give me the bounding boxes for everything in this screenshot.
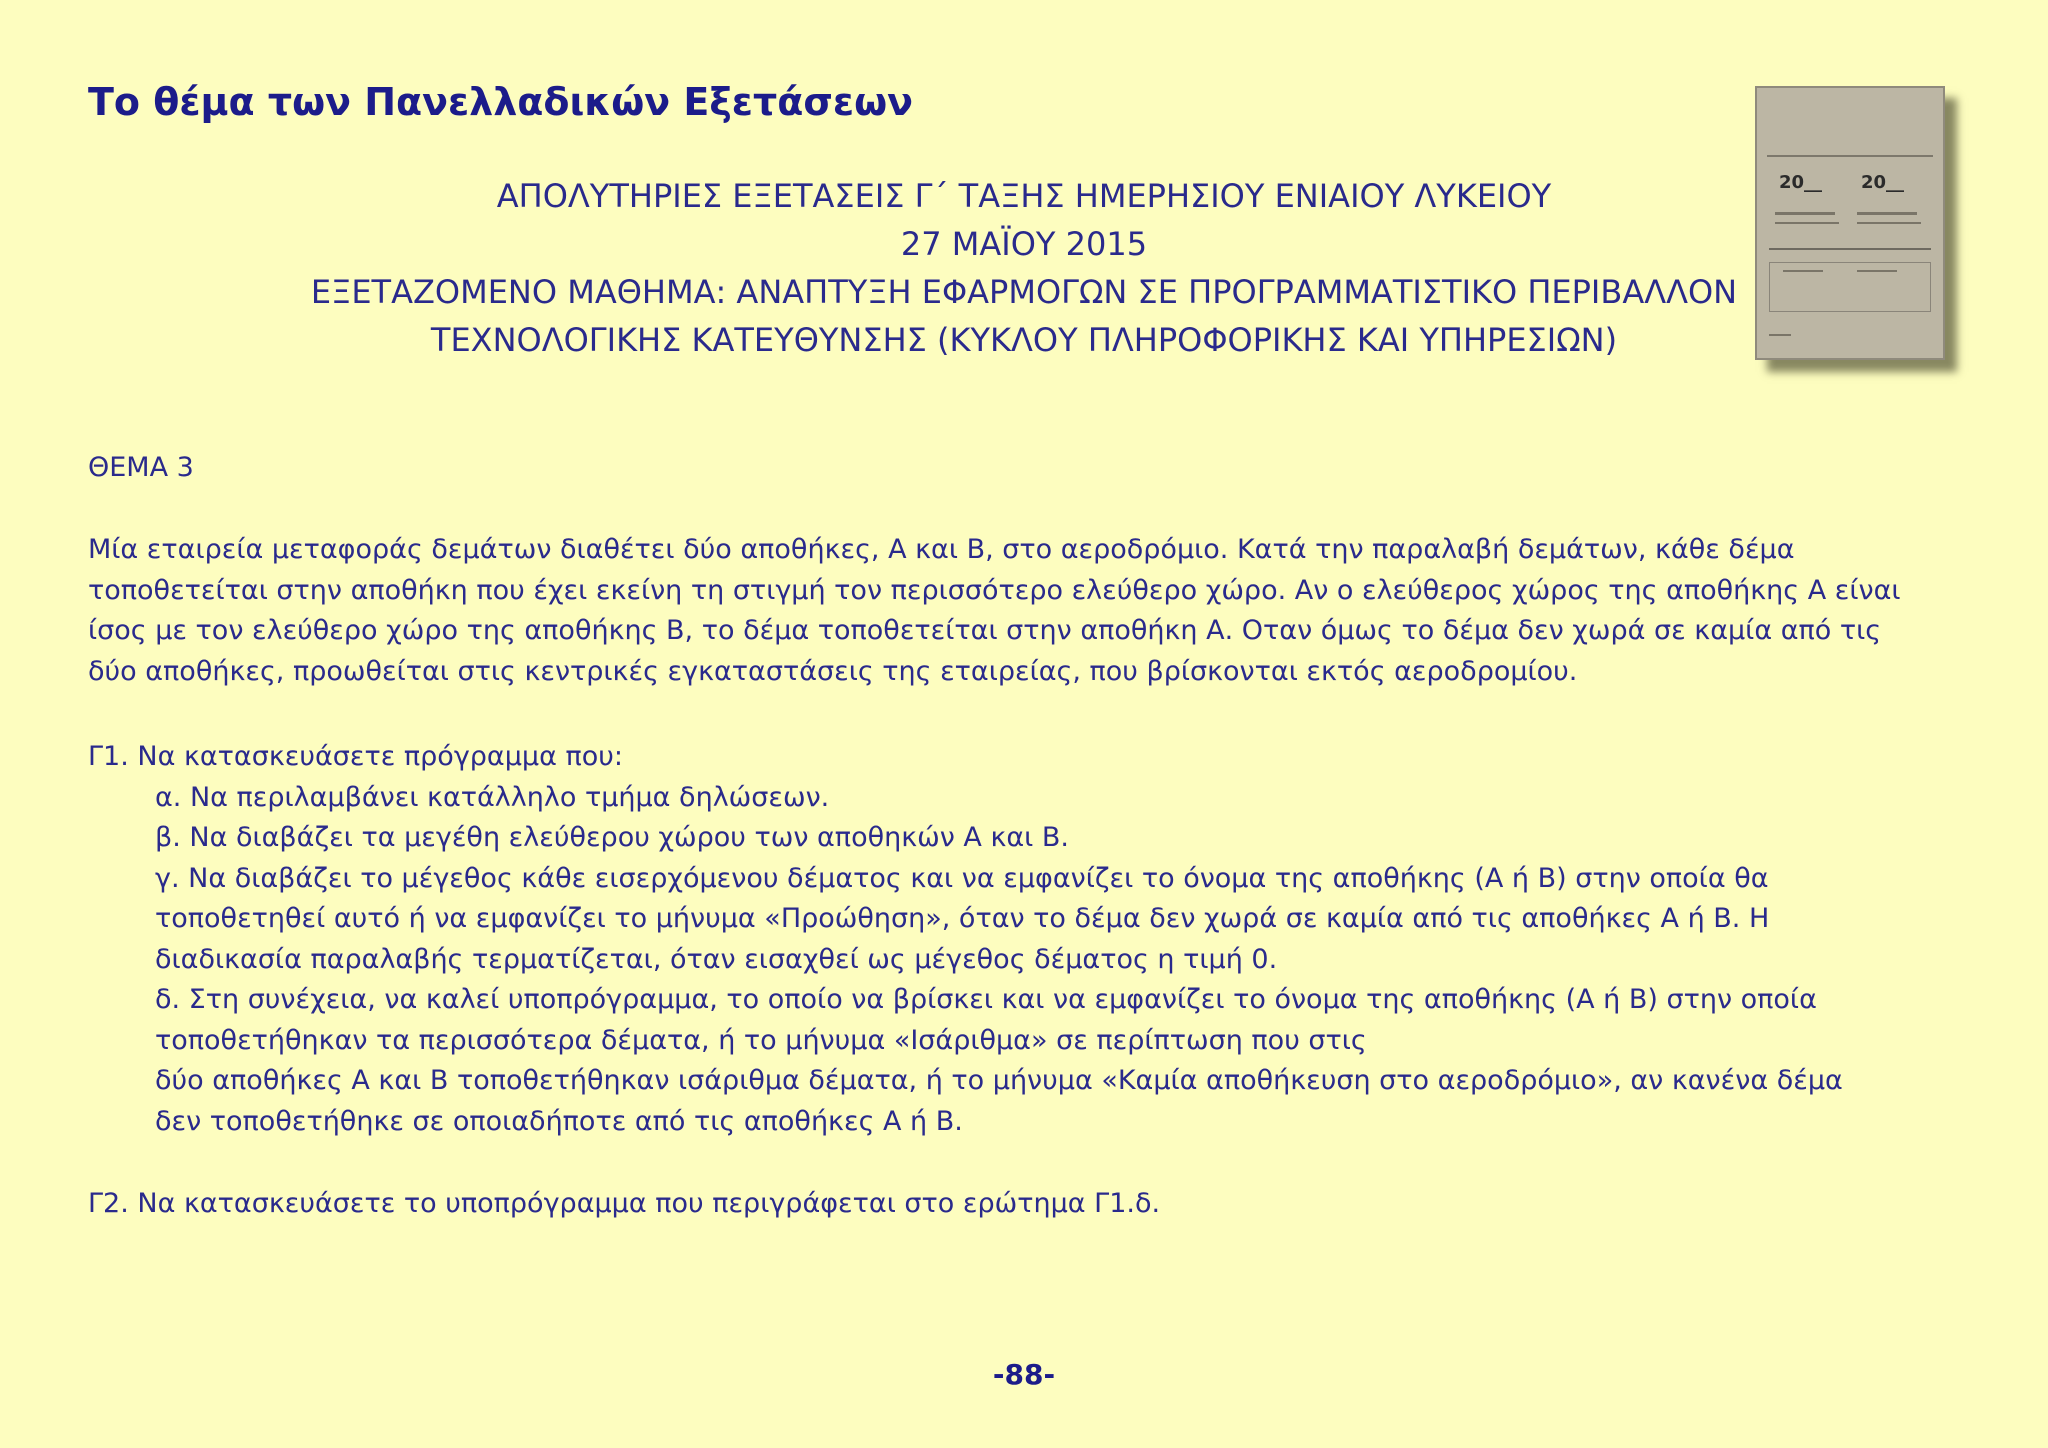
exam-heading-track: ΤΕΧΝΟΛΟΓΙΚΗΣ ΚΑΤΕΥΘΥΝΣΗΣ (ΚΥΚΛΟΥ ΠΛΗΡΟΦΟΡΙΚΗΣ ΚΑΙ ΥΠΗΡΕΣΙΩΝ) (430, 321, 1618, 359)
question-subitems (155, 778, 1988, 1143)
question-g1 (88, 737, 1988, 1142)
subitem-b: β. Να διαβάζει τα μεγέθη ελεύθερου χώρου των αποθηκών Α και Β. (155, 822, 1069, 853)
section-label: ΘΕΜΑ 3 (88, 452, 194, 483)
exam-heading-subject: ΕΞΕΤΑΖΟΜΕΝΟ ΜΑΘΗΜΑ: ΑΝΑΠΤΥΞΗ ΕΦΑΡΜΟΓΩΝ ΣΕ ΠΡΟΓΡΑΜΜΑΤΙΣΤΙΚΟ ΠΕΡΙΒΑΛΛΟΝ (310, 273, 1738, 311)
subitem-d-cont: δεν τοποθετήθηκε σε οποιαδήποτε από τις αποθήκες Α ή Β. (155, 1105, 963, 1137)
subitem-c-cont: διαδικασία παραλαβής τερματίζεται, όταν εισαχθεί ως μέγεθος δέματος η τιμή 0. (155, 943, 1278, 975)
exam-heading-date: 27 ΜΑΪΟΥ 2015 (900, 225, 1148, 263)
subitem-d: δ. Στη συνέχεια, να καλεί υποπρόγραμμα, το οποίο να βρίσκει και να εμφανίζει το όνομα της αποθήκης (Α ή Β) στην οποία (155, 984, 1817, 1015)
question-heading: Γ1. Να κατασκευάσετε πρόγραμμα που: (88, 741, 623, 772)
page-number: -88- (992, 1358, 1056, 1391)
exam-paper-mark (1857, 212, 1917, 215)
paragraph-line: ίσος με τον ελεύθερο χώρο της αποθήκης Β, το δέμα τοποθετείται στην αποθήκη Α. Οταν όμως το δέμα δεν χωρά σε καμία από τις (88, 615, 1882, 646)
subitem-c-cont: τοποθετηθεί αυτό ή να εμφανίζει το μήνυμα «Προώθηση», όταν το δέμα δεν χωρά σε καμία από τις αποθήκες Α ή Β. Η (155, 903, 1770, 934)
question-heading: Γ2. Να κατασκευάσετε το υποπρόγραμμα που περιγράφεται στο ερώτημα Γ1.δ. (88, 1188, 1161, 1219)
paragraph-line: τοποθετείται στην αποθήκη που έχει εκείνη τη στιγμή τον περισσότερο ελεύθερο χώρο. Αν ο ελεύθερος χώρος της αποθήκης Α είναι (88, 574, 1901, 606)
question-g2 (88, 1184, 1988, 1225)
subitem-d-cont: τοποθετήθηκαν τα περισσότερα δέματα, ή το μήνυμα «Ισάριθμα» σε περίπτωση που στις (155, 1024, 1367, 1056)
problem-description (88, 530, 1988, 692)
exam-paper-mark (1857, 270, 1897, 272)
exam-heading-line: ΑΠΟΛΥΤΗΡΙΕΣ ΕΞΕΤΑΣΕΙΣ Γ΄ ΤΑΞΗΣ ΗΜΕΡΗΣΙΟΥ ΕΝΙΑΙΟΥ ΛΥΚΕΙΟΥ (496, 177, 1552, 215)
subitem-a: α. Να περιλαμβάνει κατάλληλο τμήμα δηλώσεων. (155, 781, 830, 813)
page-title: Το θέμα των Πανελλαδικών Εξετάσεων (88, 80, 913, 124)
exam-paper-header-band (1767, 100, 1933, 157)
paragraph-line: Μία εταιρεία μεταφοράς δεμάτων διαθέτει δύο αποθήκες, Α και Β, στο αεροδρόμιο. Κατά την παραλαβή δεμάτων, κάθε δέμα (88, 534, 1795, 565)
subitem-d-cont: δύο αποθήκες Α και Β τοποθετήθηκαν ισάριθμα δέματα, ή το μήνυμα «Καμία αποθήκευση στο αεροδρόμιο», αν κανένα δέμα (155, 1065, 1843, 1096)
exam-paper-year-left: 20__ (1779, 172, 1823, 193)
subitem-c: γ. Να διαβάζει το μέγεθος κάθε εισερχόμενου δέματος και να εμφανίζει το όνομα της αποθήκης (Α ή Β) στην οποία θα (155, 862, 1769, 894)
exam-heading (200, 172, 1848, 364)
exam-paper-year-right: 20__ (1861, 172, 1905, 193)
paragraph-line: δύο αποθήκες, προωθείται στις κεντρικές εγκαταστάσεις της εταιρείας, που βρίσκονται εκτός αεροδρομίου. (88, 655, 1578, 687)
exam-paper-mark (1857, 222, 1921, 224)
